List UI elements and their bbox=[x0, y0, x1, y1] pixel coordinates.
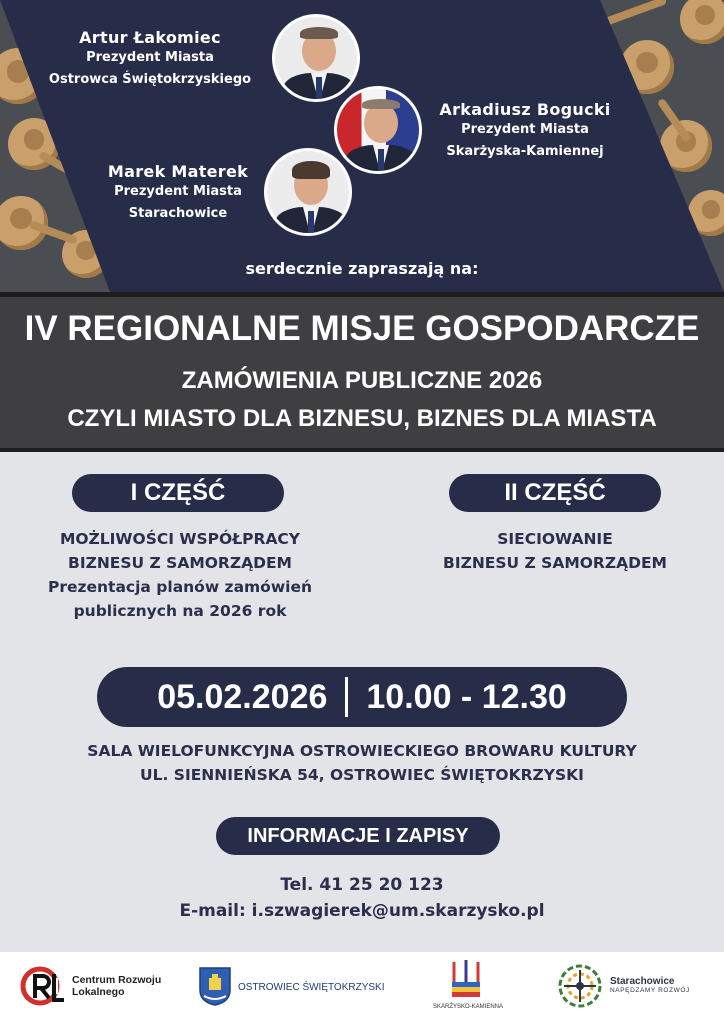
event-date: 05.02.2026 bbox=[157, 678, 328, 716]
skarzysko-logo-text: SKARŻYSKO-KAMIENNA bbox=[432, 1004, 503, 1010]
crl-line: Lokalnego bbox=[72, 986, 125, 998]
speaker-name: Artur Łakomiec bbox=[79, 28, 221, 47]
starachowice-logo-text bbox=[610, 976, 690, 994]
contact-phone[interactable]: Tel. 41 25 20 123 bbox=[280, 875, 444, 895]
starachowice-logo-icon bbox=[556, 962, 604, 1010]
ostrowiec-logo-text: OSTROWIEC ŚWIĘTOKRZYSKI bbox=[238, 982, 385, 993]
footer-logos bbox=[0, 952, 724, 1024]
part-2-description bbox=[400, 527, 710, 575]
crl-logo-icon bbox=[20, 966, 66, 1006]
starachowice-slogan: NAPĘDZAMY ROZWÓJ bbox=[610, 987, 690, 994]
venue-address: UL. SIENNIEŃSKA 54, OSTROWIEC ŚWIĘTOKRZYSKI bbox=[140, 766, 584, 784]
part-1-line: publicznych na 2026 rok bbox=[73, 602, 287, 620]
contact bbox=[0, 872, 724, 924]
contact-email[interactable]: E-mail: i.szwagierek@um.skarzysko.pl bbox=[179, 901, 545, 921]
date-time-badge bbox=[97, 667, 627, 727]
speaker-role: Skarżyska-Kamiennej bbox=[446, 144, 604, 159]
speaker-3 bbox=[88, 162, 268, 225]
event-title: IV REGIONALNE MISJE GOSPODARCZE bbox=[24, 309, 700, 348]
speaker-3-photo bbox=[264, 148, 352, 236]
speaker-name: Arkadiusz Bogucki bbox=[439, 100, 611, 119]
event-subtitle: ZAMÓWIENIA PUBLICZNE 2026 bbox=[181, 367, 543, 394]
part-2-line: SIECIOWANIE bbox=[497, 530, 613, 548]
part-1-line: MOŻLIWOŚCI WSPÓŁPRACY bbox=[59, 530, 301, 548]
event-time: 10.00 - 12.30 bbox=[366, 678, 567, 716]
part-1-description bbox=[20, 527, 340, 623]
part-2-line: BIZNESU Z SAMORZĄDEM bbox=[443, 554, 667, 572]
speaker-role: Ostrowca Świętokrzyskiego bbox=[48, 72, 252, 87]
speaker-role: Prezydent Miasta bbox=[114, 184, 242, 199]
speaker-role: Prezydent Miasta bbox=[461, 122, 589, 137]
speaker-2-photo bbox=[334, 86, 422, 174]
speaker-1-photo bbox=[272, 14, 360, 102]
separator bbox=[345, 677, 348, 717]
part-2-label: II CZĘŚĆ bbox=[449, 474, 661, 512]
invite-text: serdecznie zapraszają na: bbox=[245, 259, 479, 278]
speaker-role: Starachowice bbox=[128, 206, 228, 221]
crl-logo-text bbox=[72, 974, 161, 998]
decor-wood-piece bbox=[680, 0, 724, 44]
info-label: INFORMACJE I ZAPISY bbox=[216, 817, 500, 855]
speaker-2 bbox=[420, 100, 630, 163]
crl-line: Centrum Rozwoju bbox=[72, 974, 162, 986]
speaker-role: Prezydent Miasta bbox=[86, 50, 214, 65]
ostrowiec-crest-icon bbox=[198, 966, 232, 1006]
event-tagline: CZYLI MIASTO DLA BIZNESU, BIZNES DLA MIASTA bbox=[67, 405, 657, 432]
venue bbox=[0, 739, 724, 787]
speaker-1 bbox=[40, 28, 260, 91]
venue-name: SALA WIELOFUNKCYJNA OSTROWIECKIEGO BROWARU KULTURY bbox=[87, 742, 637, 760]
speaker-name: Marek Materek bbox=[107, 162, 249, 181]
skarzysko-logo-icon bbox=[448, 958, 484, 1002]
hero-section bbox=[0, 0, 724, 292]
part-1-label: I CZĘŚĆ bbox=[72, 474, 284, 512]
part-1-line: Prezentacja planów zamówień bbox=[47, 578, 313, 596]
part-1-line: BIZNESU Z SAMORZĄDEM bbox=[68, 554, 292, 572]
starachowice-name: Starachowice bbox=[610, 976, 675, 987]
title-band bbox=[0, 292, 724, 452]
